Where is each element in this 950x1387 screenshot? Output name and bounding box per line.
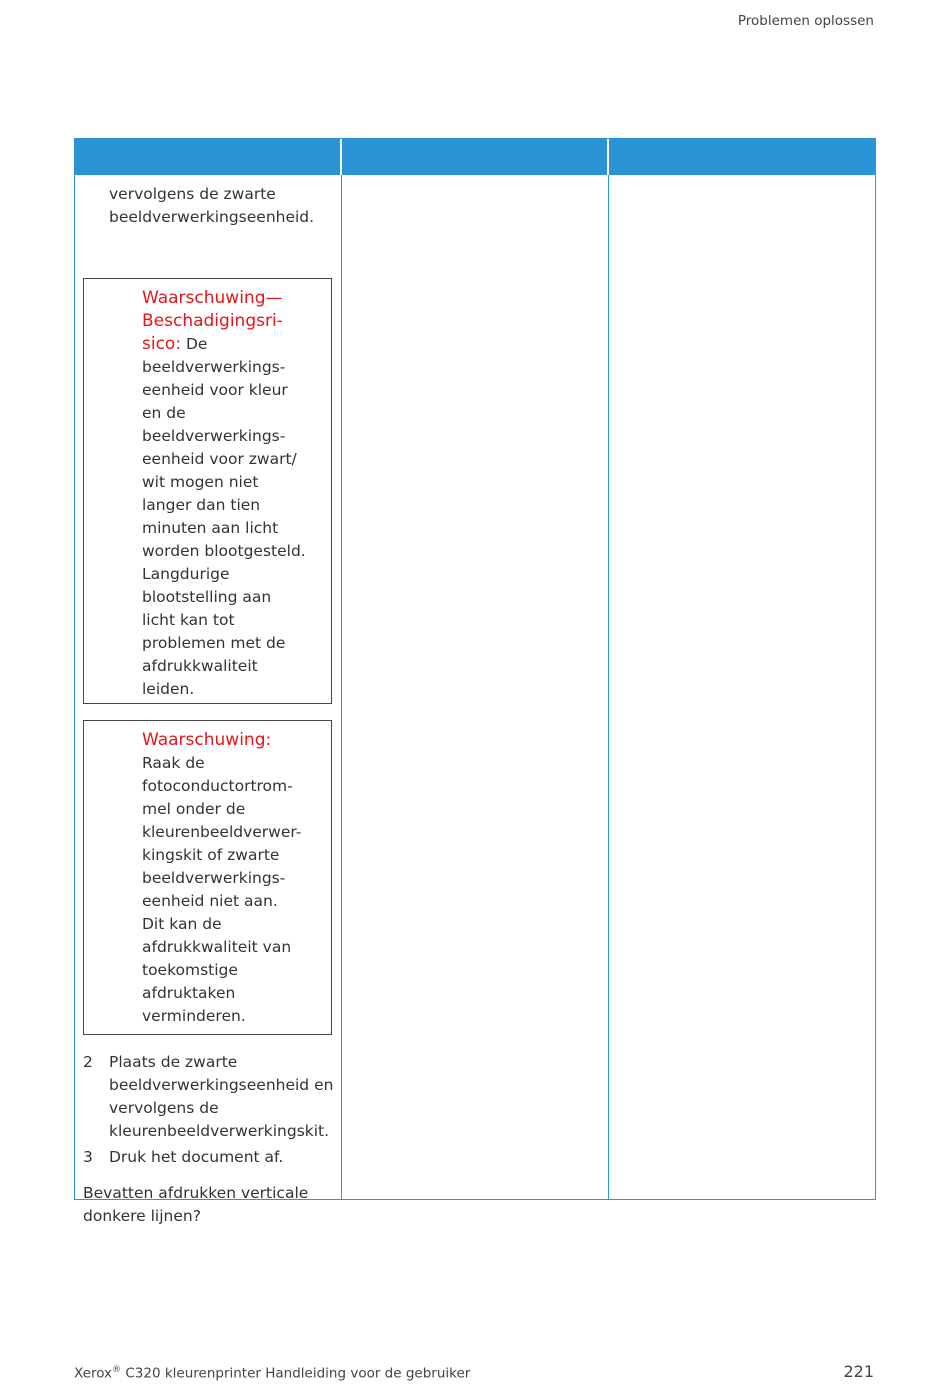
warning-body-line: wit mogen niet [142, 473, 259, 491]
warning-body-line: eenheid voor zwart/ [142, 450, 297, 468]
warning-body-line: afdrukkwaliteit van [142, 938, 292, 956]
step-number: 2 [83, 1053, 93, 1071]
step-item: 2 Plaats de zwarte beeldverwerkingseenheid en vervolgens de kleurenbeeldverwerkingskit. [83, 1053, 334, 1140]
footer-document-title: Xerox® C320 kleurenprinter Handleiding voor de gebruiker [74, 1365, 471, 1382]
warning-body-line: minuten aan licht [142, 519, 279, 537]
continuation-text: vervolgens de zwarte beeldverwerkingseenheid. [109, 185, 315, 226]
warning-body-line: Raak de [142, 754, 205, 772]
warning-body-line: beeldverwerkings- [142, 427, 286, 445]
warning-body-line: blootstelling aan [142, 588, 272, 606]
warning-body-line: afdruktaken [142, 984, 236, 1002]
warning-body-line: verminderen. [142, 1007, 246, 1025]
warning-body-line: afdrukkwaliteit [142, 657, 258, 675]
warning-body-line: beeldverwerkings- [142, 358, 286, 376]
warning-title-line: sico: De [142, 334, 208, 354]
table-header-cell-2 [342, 139, 609, 175]
table-cell-actions [75, 175, 342, 1225]
step-item: 3 Druk het document af. [83, 1146, 283, 1169]
warning-body-line: worden blootgesteld. [142, 542, 306, 560]
page-header-section: Problemen oplossen [737, 13, 874, 29]
warning-body-line: beeldverwerkings- [142, 869, 286, 887]
warning-damage-risk-box [83, 278, 332, 704]
warning-body-line: licht kan tot [142, 611, 235, 629]
warning-body-line: toekomstige [142, 961, 238, 979]
troubleshooting-table [74, 138, 876, 1225]
warning-title-line: Waarschuwing— [142, 288, 283, 308]
warning-title: Waarschuwing: [142, 730, 272, 750]
warning-body-line: fotoconductortrom- [142, 777, 293, 795]
warning-body-line: leiden. [142, 680, 195, 698]
warning-body-line: langer dan tien [142, 496, 261, 514]
table-cell-yes [342, 175, 609, 1199]
warning-title-line: Beschadigingsri- [142, 311, 283, 331]
table-cell-no [609, 175, 875, 1199]
warning-body-line: en de [142, 404, 186, 422]
warning-body-line: mel onder de [142, 800, 246, 818]
warning-body-line: kleurenbeeldverwer- [142, 823, 302, 841]
warning-box [83, 720, 332, 1035]
step-number: 3 [83, 1148, 93, 1166]
warning-body-line: problemen met de [142, 634, 286, 652]
warning-body-line: eenheid niet aan. [142, 892, 278, 910]
page-number: 221 [843, 1362, 874, 1381]
warning-body-line: Langdurige [142, 565, 230, 583]
warning-body-line: eenheid voor kleur [142, 381, 288, 399]
table-header-cell-3 [609, 139, 875, 175]
question-text: Bevatten afdrukken verticale donkere lijnen? [83, 1184, 309, 1225]
warning-body-line: kingskit of zwarte [142, 846, 280, 864]
warning-body-line: Dit kan de [142, 915, 222, 933]
table-header-cell-1 [75, 139, 342, 175]
